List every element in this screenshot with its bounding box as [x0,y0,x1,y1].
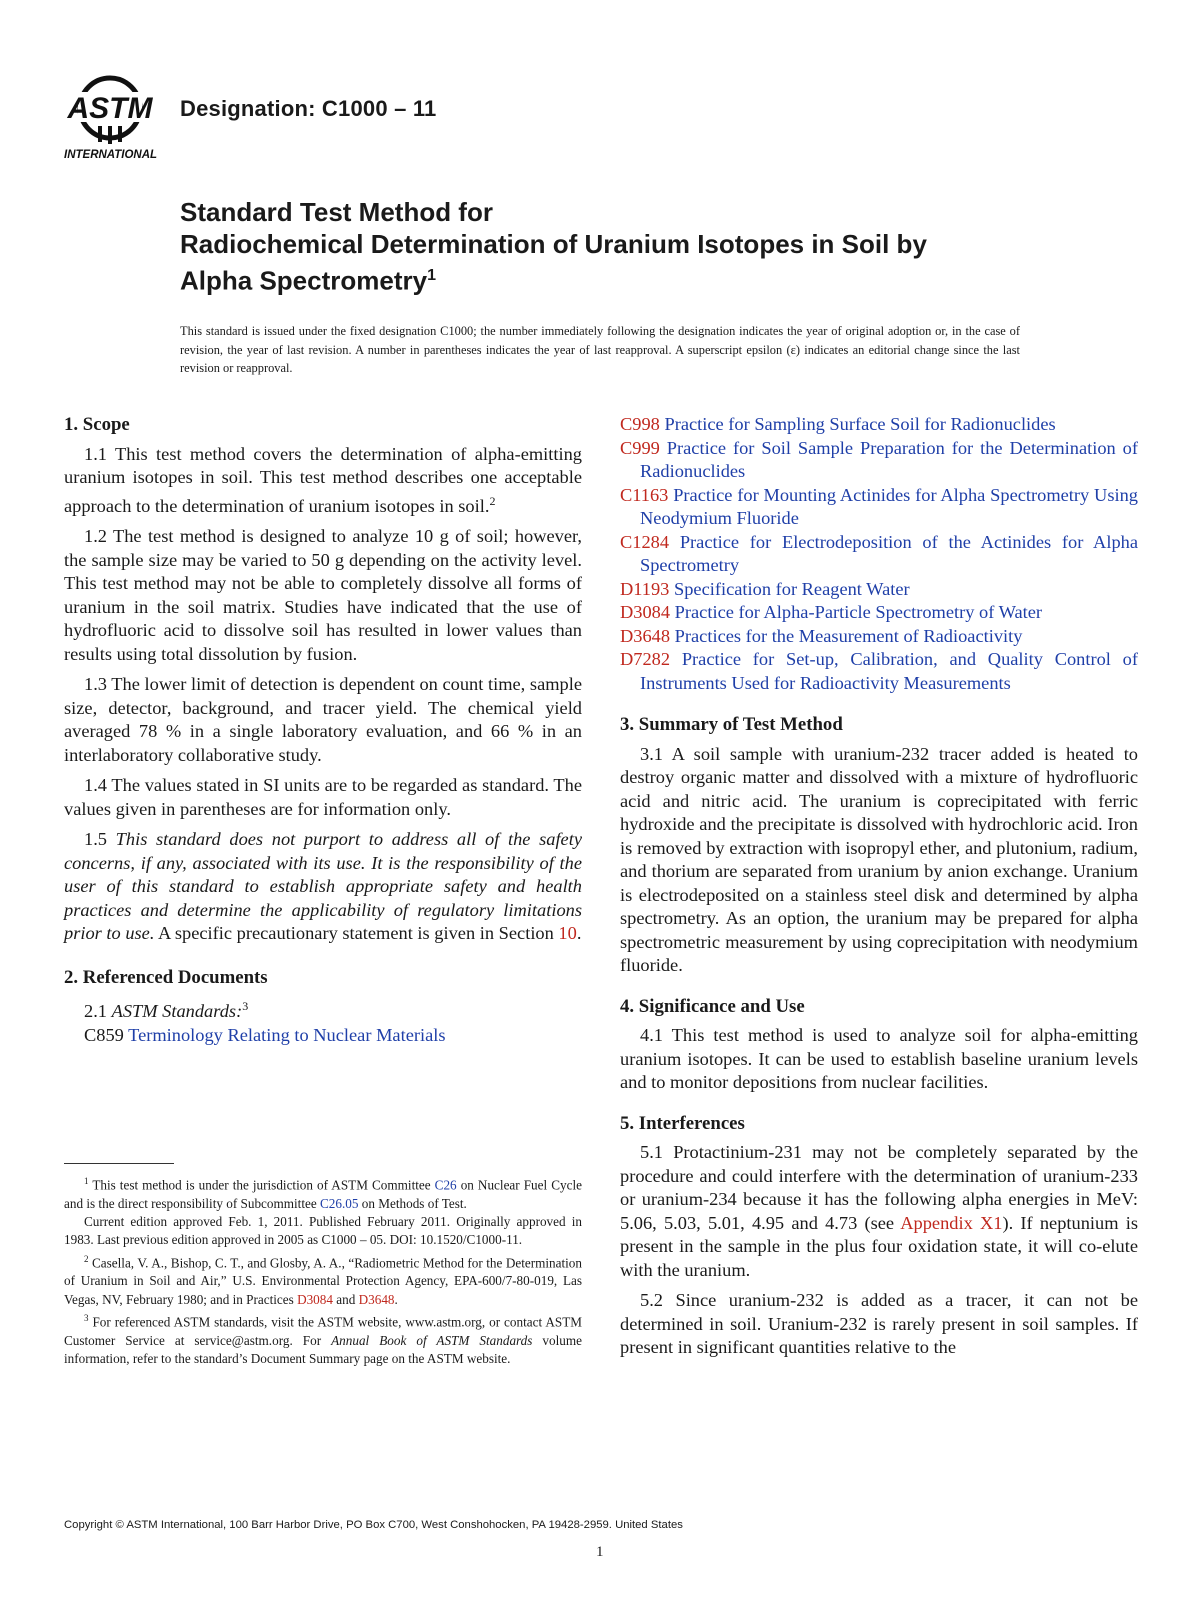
para-1-1: 1.1 This test method covers the determination of alpha-emitting uranium isotopes in soil. This test method describes one acceptable approach to the determination of uranium isotopes in soil.$^2$ [64,443,582,516]
footnote-2: $^2$ Casella, V. A., Bishop, C. T., and Glosby, A. A., “Radiometric Method for the Determination of Uranium in Soil and Air,” U.S. Environmental Protection Agency, EPA-600/7-80-019, Las Vegas, NV, February 1980; and in Practices D3084 and D3648. [64,1253,582,1307]
para-4-1: 4.1 This test method is used to analyze soil for alpha-emitting uranium isotopes. It can be used to establish baseline uranium levels and to monitor depositions from nuclear facilities. [620,1025,1138,1092]
reference-item[interactable]: C1284 Practice for Electrodeposition of the Actinides for Alpha Spectrometry [620,531,1138,575]
referenced-documents-heading: 2. Referenced Documents [64,966,268,988]
c26-05-link[interactable]: C26.05 [320,1195,359,1211]
interferences-heading: 5. Interferences [620,1112,745,1134]
title-line-2: Radiochemical Determination of Uranium Isotopes in Soil by [180,229,927,259]
reference-item[interactable]: D7282 Practice for Set-up, Calibration, and Quality Control of Instruments Used for Radioactivity Measurements [620,649,1138,693]
copyright-notice: Copyright © ASTM International, 100 Barr Harbor Drive, PO Box C700, West Conshohocken, PA 19428-2959. United States [64,1519,683,1531]
footnote-rule [64,1163,174,1164]
reference-item[interactable]: C1163 Practice for Mounting Actinides for Alpha Spectrometry Using Neodymium Fluoride [620,484,1138,528]
reference-item[interactable]: C859 Terminology Relating to Nuclear Materials [84,1024,446,1045]
para-1-4: 1.4 The values stated in SI units are to be regarded as standard. The values given in parentheses are for information only. [64,775,582,819]
appendix-x1-link[interactable]: Appendix X1 [900,1212,1003,1233]
right-column [620,413,1138,1367]
para-1-5: 1.5 This standard does not purport to address all of the safety concerns, if any, associated with its use. It is the responsibility of the user of this standard to establish appropriate safety and health practices and determine the applicability of regulatory limitations prior to use. A specific precautionary statement is given in Section 10. [64,829,582,944]
footnote-1-edition: Current edition approved Feb. 1, 2011. Published February 2011. Originally approved in 1983. Last previous edition approved in 2005 as C1000 – 05. DOI: 10.1520/C1000-11. [64,1213,582,1248]
footnote-3-ref[interactable]: 3 [242,999,249,1014]
para-1-3: 1.3 The lower limit of detection is dependent on count time, sample size, detector, background, and tracer yield. The chemical yield averaged 78 % in a single laboratory evaluation, and 66 % in an interlaboratory collaborative study. [64,674,582,765]
astm-logo [62,70,172,165]
logo-letters: ASTM [67,92,153,125]
footnote-2-ref[interactable]: 2 [489,493,496,508]
title-line-1: Standard Test Method for [180,197,493,227]
section-10-link[interactable]: 10 [558,923,577,944]
document-title [180,196,1080,297]
para-2-1: 2.1 ASTM Standards:$^3$ [84,999,249,1022]
reference-item[interactable]: D3648 Practices for the Measurement of Radioactivity [620,625,1023,646]
c26-link[interactable]: C26 [434,1177,457,1193]
logo-international: INTERNATIONAL [64,149,158,161]
footnote-1: $^1$ This test method is under the jurisdiction of ASTM Committee C26 on Nuclear Fuel Cycle and is the direct responsibility of Subcommittee C26.05 on Methods of Test. [64,1176,582,1211]
title-line-3: Alpha Spectrometry$^1$ [180,265,436,296]
reference-item[interactable]: C998 Practice for Sampling Surface Soil for Radionuclides [620,414,1056,434]
d3648-link[interactable]: D3648 [358,1291,395,1307]
para-5-2: 5.2 Since uranium-232 is added as a tracer, it can not be determined in soil. Uranium-232 is rarely present in soil samples. If present in significant quantities relative to the [620,1290,1138,1357]
summary-heading: 3. Summary of Test Method [620,714,843,735]
footnotes [64,1172,582,1368]
reference-item[interactable]: C999 Practice for Soil Sample Preparation for the Determination of Radionuclides [620,437,1138,481]
significance-heading: 4. Significance and Use [620,995,805,1017]
para-5-1: 5.1 Protactinium-231 may not be completely separated by the procedure and could interfere with the determination of uranium-233 or uranium-234 because it has the following alpha energies in MeV: 5.06, 5.03, 5.01, 4.95 and 4.73 (see Appendix X1). If neptunium is present in the sample in the plus four oxidation state, it will co-elute with the uranium. [620,1142,1138,1280]
reference-item[interactable]: D3084 Practice for Alpha-Particle Spectrometry of Water [620,602,1043,622]
designation-notice: This standard is issued under the fixed designation C1000; the number immediately following the designation indicates the year of original adoption or, in the case of revision, the year of last revision. A number in parentheses indicates the year of last reapproval. A superscript epsilon (ε) indicates an editorial change since the last revision or reapproval. [180,324,1020,375]
astm-logo-icon [62,70,172,165]
page-number: 1 [596,1544,604,1560]
title-footnote-mark[interactable]: 1 [427,267,436,284]
left-column [64,413,582,1047]
para-3-1: 3.1 A soil sample with uranium-232 tracer added is heated to destroy organic matter and dissolved with a mixture of hydrofluoric acid and nitric acid. The uranium is coprecipitated with ferric hydroxide and the precipitate is dissolved with hydrochloric acid. Iron is removed by extraction with isopropyl ether, and plutonium, radium, and thorium are separated from uranium by anion exchange. Uranium is electrodeposited on a stainless steel disk and determined by alpha spectrometry. As an option, the uranium may be prepared for alpha spectrometric measurement by using coprecipitation with neodymium fluoride. [620,743,1138,975]
para-1-2: 1.2 The test method is designed to analyze 10 g of soil; however, the sample size may be varied to 50 g depending on the activity level. This test method may not be able to completely dissolve all forms of uranium in the soil matrix. Studies have indicated that the use of hydrofluoric acid to dissolve soil has resulted in lower values than results using total dissolution by fusion. [64,526,582,664]
designation: Designation: C1000 – 11 [180,96,437,121]
reference-item[interactable]: D1193 Specification for Reagent Water [620,578,910,599]
footnote-3: $^3$ For referenced ASTM standards, visit the ASTM website, www.astm.org, or contact ASTM Customer Service at service@astm.org. For Annual Book of ASTM Standards volume information, refer to the standard’s Document Summary page on the ASTM website. [64,1312,582,1366]
d3084-link[interactable]: D3084 [297,1291,333,1307]
scope-heading: 1. Scope [64,414,130,435]
